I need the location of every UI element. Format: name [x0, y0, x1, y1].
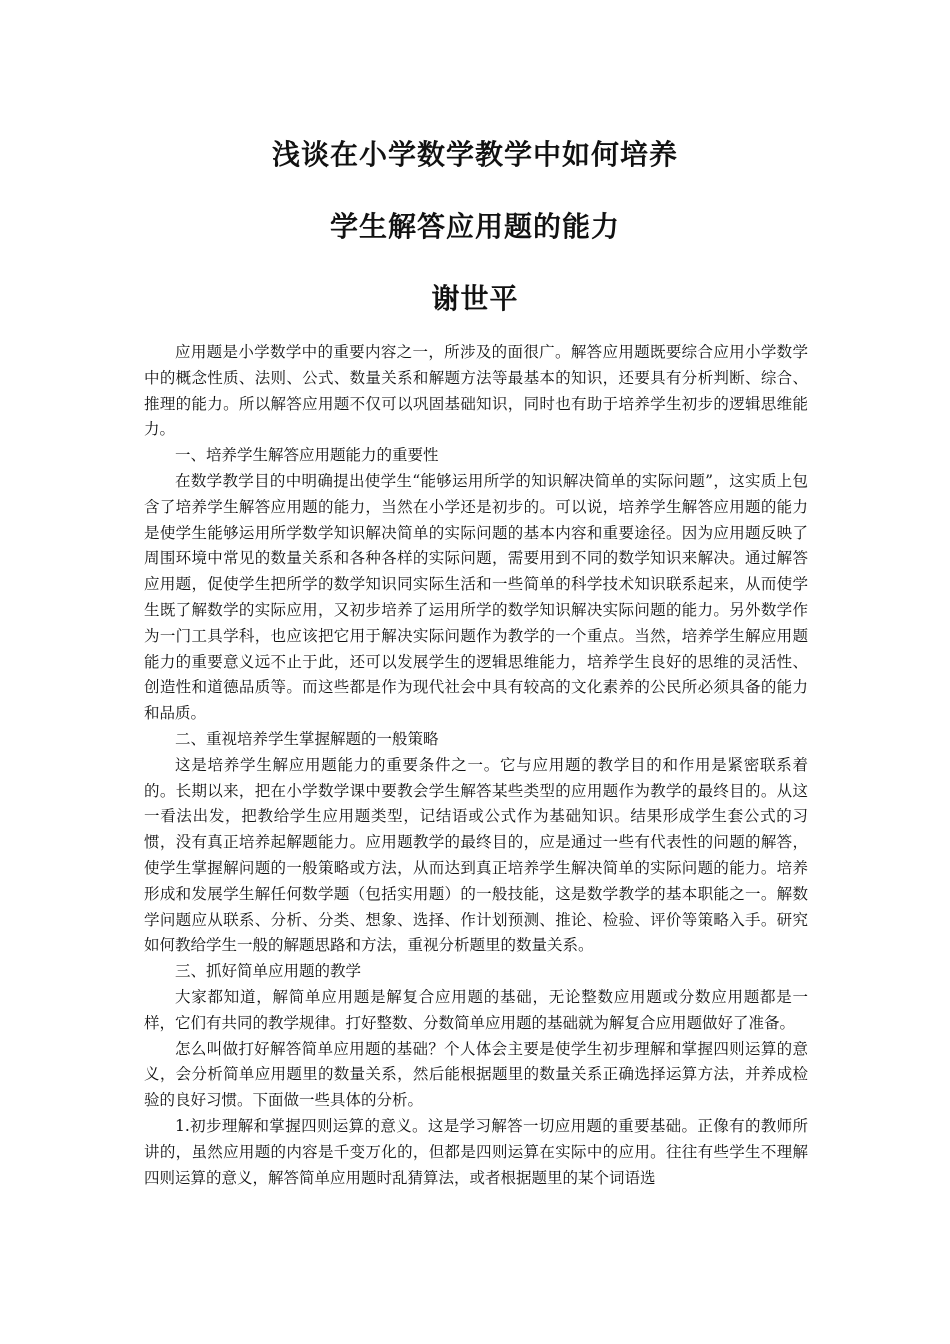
section-heading-1: 一、培养学生解答应用题能力的重要性 [175, 446, 439, 465]
author-name: 谢世平 [431, 282, 519, 315]
paragraph: 这是培养学生解应用题能力的重要条件之一。它与应用题的教学目的和作用是紧密联系着的。长期以来，把在小学数学课中要教会学生解答某些类型的应用题作为教学的最终目的。从这一看法出发，把教给学生应用题类型，记结语或公式作为基础知识。结果形成学生套公式的习惯，没有真正培养起解题能力。应用题教学的最终目的，应是通过一些有代表性的问题的解答，使学生掌握解问题的一般策略或方法，从而达到真正培养学生解决简单的实际问题的能力。培养形成和发展学生解任何数学题（包括实用题）的一般技能，这是数学教学的基本职能之一。解数学问题应从联系、分析、分类、想象、选择、作计划预测、推论、检验、评价等策略入手。研究如何教给学生一般的解题思路和方法，重视分析题里的数量关系。 [144, 755, 808, 955]
paragraph: 1.初步理解和掌握四则运算的意义。这是学习解答一切应用题的重要基础。正像有的教师所讲的，虽然应用题的内容是千变万化的，但都是四则运算在实际中的应用。往往有些学生不理解四则运算的意义，解答简单应用题时乱猜算法，或者根据题里的某个词语选 [144, 1116, 808, 1187]
title-line-1: 浅谈在小学数学教学中如何培养 [271, 138, 678, 171]
section-heading-2: 二、重视培养学生掌握解题的一般策略 [175, 729, 439, 748]
paragraph-intro: 应用题是小学数学中的重要内容之一，所涉及的面很广。解答应用题既要综合应用小学数学中的概念性质、法则、公式、数量关系和解题方法等最基本的知识，还要具有分析判断、综合、推理的能力。所以解答应用题不仅可以巩固基础知识，同时也有助于培养学生初步的逻辑思维能力。 [144, 343, 808, 439]
paragraph: 在数学教学目的中明确提出使学生“能够运用所学的知识解决简单的实际问题”，这实质上包含了培养学生解答应用题的能力，当然在小学还是初步的。可以说，培养学生解答应用题的能力是使学生能够运用所学数学知识解决简单的实际问题的基本内容和重要途径。因为应用题反映了周围环境中常见的数量关系和各种各样的实际问题，需要用到不同的数学知识来解决。通过解答应用题，促使学生把所学的数学知识同实际生活和一些简单的科学技术知识联系起来，从而使学生既了解数学的实际应用，又初步培养了运用所学的数学知识解决实际问题的能力。另外数学作为一门工具学科，也应该把它用于解决实际问题作为教学的一个重点。当然，培养学生解应用题能力的重要意义远不止于此，还可以发展学生的逻辑思维能力，培养学生良好的思维的灵活性、创造性和道德品质等。而这些都是作为现代社会中具有较高的文化素养的公民所必须具备的能力和品质。 [144, 471, 808, 723]
paragraph: 怎么叫做打好解答简单应用题的基础？个人体会主要是使学生初步理解和掌握四则运算的意义，会分析简单应用题里的数量关系，然后能根据题里的数量关系正确选择运算方法，并养成检验的良好习惯。下面做一些具体的分析。 [144, 1039, 808, 1110]
article-body [144, 340, 808, 1191]
title-line-2: 学生解答应用题的能力 [329, 210, 620, 243]
paragraph: 大家都知道，解简单应用题是解复合应用题的基础，无论整数应用题或分数应用题都是一样，它们有共同的教学规律。打好整数、分数简单应用题的基础就为解复合应用题做好了准备。 [144, 987, 808, 1032]
section-heading-3: 三、抓好简单应用题的教学 [175, 962, 362, 981]
